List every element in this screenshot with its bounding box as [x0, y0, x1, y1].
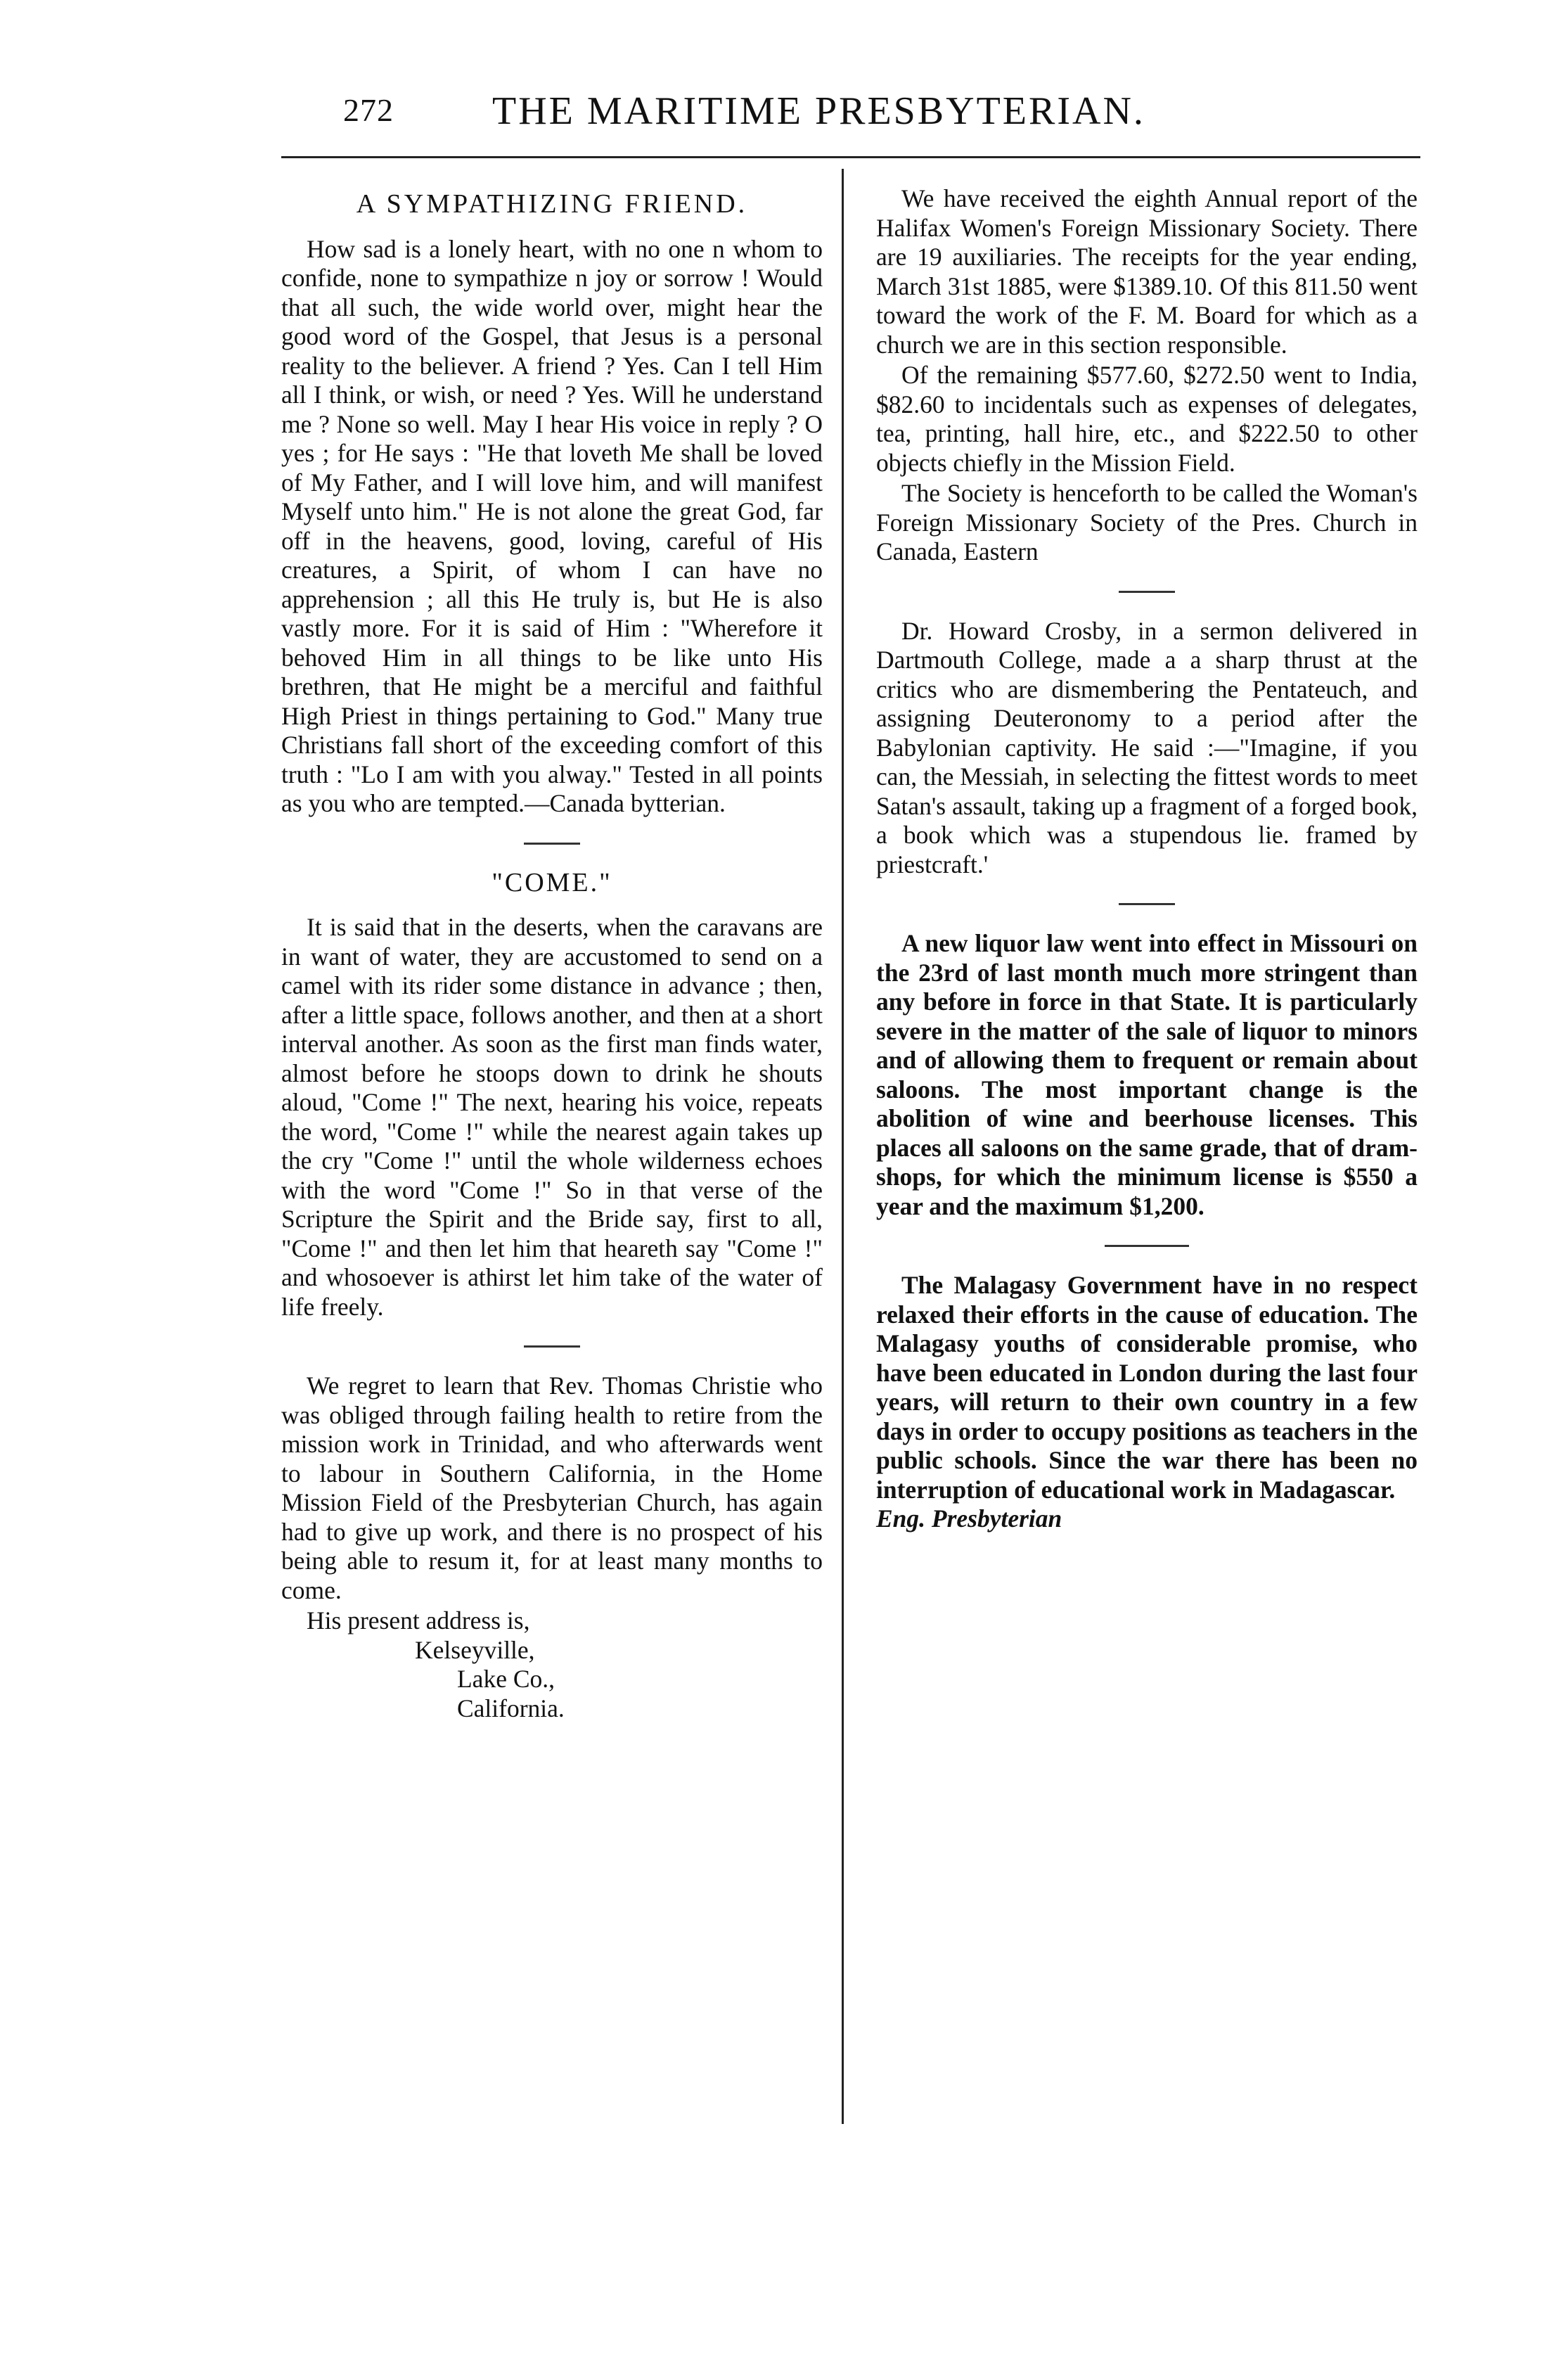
section-divider: [1105, 1245, 1189, 1247]
page-number: 272: [343, 92, 394, 128]
page-header: [0, 83, 1542, 139]
article-body: We have received the eighth Annual report of the Halifax Women's Foreign Missionary Society. There are 19 auxiliaries. The receipts for the year ending, March 31st 1885, were $1389.10. Of this 811.50 went toward the work of the F. M. Board for which as a church we are in this section responsible.: [876, 184, 1418, 359]
article-body: How sad is a lonely heart, with no one n whom to confide, none to sympathize n joy or sorrow ! Would that all such, the wide world over, might hear the good word of the Gospel, that Jesus is a personal reality to the believer. A friend ? Yes. Can I tell Him all I think, or wish, or need ? Yes. Will he understand me ? None so well. May I hear His voice in reply ? O yes ; for He says : "He that loveth Me shall be loved of My Father, and I will love him, and will manifest Myself unto him." He is not alone the great God, far off in the heavens, good, loving, careful of His creatures, a Spirit, of whom I can have no apprehension ; all this He truly is, but He is also vastly more. For it is said of Him : "Wherefore it behoved Him in all things to be like unto His brethren, that He might be a merciful and faithful High Priest in things pertaining to God." Many true Christians fall short of the exceeding comfort of this truth : "Lo I am with you alway." Tested in all points as you who are tempted.—Canada bytterian.: [281, 234, 823, 817]
article-body: We regret to learn that Rev. Thomas Christie who was obliged through failing health to retire from the mission work in Trinidad, and who afterwards went to labour in Southern California, in the Home Mission Field of the Presbyterian Church, has again had to give up work, and there is no prospect of his being able to resum it, for at least many months to come.: [281, 1371, 823, 1604]
section-divider: [1119, 591, 1175, 593]
article-body: The Society is henceforth to be called the Woman's Foreign Missionary Society of the Pres. Church in Canada, Eastern: [876, 479, 1418, 565]
article-body: Of the remaining $577.60, $272.50 went to India, $82.60 to incidentals such as expenses of delegates, tea, printing, hall hire, etc., and $222.50 to other objects chiefly in the Mission Field.: [876, 361, 1418, 477]
address-line-2: Lake Co.,: [457, 1665, 555, 1693]
article-title: A SYMPATHIZING FRIEND.: [356, 189, 748, 219]
address-line-1: Kelseyville,: [415, 1635, 535, 1664]
section-divider: [524, 1345, 580, 1348]
article-liquor-law: [876, 929, 1418, 1221]
running-title: THE MARITIME PRESBYTERIAN.: [492, 89, 1145, 133]
section-divider: [524, 843, 580, 845]
article-body: Dr. Howard Crosby, in a sermon delivered in Dartmouth College, made a a sharp thrust at the critics who are dismembering the Pentateuch, and assigning Deuteronomy to a period after the Babylonian captivity. He said :—"Imagine, if you can, the Messiah, in selecting the fittest words to meet Satan's assault, taking up a fragment of a forged book, a book which was a stupendous lie. framed by priestcraft.': [876, 616, 1418, 878]
article-title: "COME.": [491, 867, 612, 897]
address-line-3: California.: [457, 1694, 565, 1722]
article-body: It is said that in the deserts, when the caravans are in want of water, they are accustomed to send on a camel with its rider some distance in advance ; then, after a little space, follows another, and then at a short interval another. As soon as the first man finds water, almost before he stoops down to drink he shouts aloud, "Come !" The next, hearing his voice, repeats the word, "Come !" while the nearest again takes up the cry "Come !" until the whole wilderness echoes with the word "Come !" So in that verse of the Scripture the Spirit and the Bride say, first to all, "Come !" and then let him that heareth say "Come !" and whosoever is athirst let him take of the water of life freely.: [281, 913, 823, 1321]
article-malagasy: [876, 1271, 1418, 1534]
article-crosby: [876, 617, 1418, 880]
address-intro: His present address is,: [307, 1606, 530, 1634]
article-body: A new liquor law went into effect in Missouri on the 23rd of last month much more stringent than any before in force in that State. It is particularly severe in the matter of the sale of liquor to minors and of allowing them to frequent or remain about saloons. The most important change is the abolition of wine and beerhouse licenses. This places all saloons on the same grade, that of dram-shops, for which the minimum license is $550 a year and the maximum $1,200.: [876, 929, 1418, 1220]
article-come: [281, 869, 823, 1322]
article-sympathizing-friend: [281, 190, 823, 819]
column-divider: [842, 169, 844, 2124]
article-rev-christie: [281, 1371, 823, 1723]
right-column: [876, 184, 1418, 1534]
section-divider: [1119, 903, 1175, 905]
article-wfms-report: [876, 184, 1418, 567]
header-rule: [281, 156, 1420, 158]
left-column: [281, 184, 823, 1723]
article-source: Eng. Presbyterian: [876, 1504, 1062, 1533]
article-body: The Malagasy Government have in no respect relaxed their efforts in the cause of education. The Malagasy youths of considerable promise, who have been educated in London during the last four years, will return to their own country in a few days in order to occupy positions as teachers in the public schools. Since the war there has been no interruption of educational work in Madagascar.: [876, 1271, 1418, 1504]
